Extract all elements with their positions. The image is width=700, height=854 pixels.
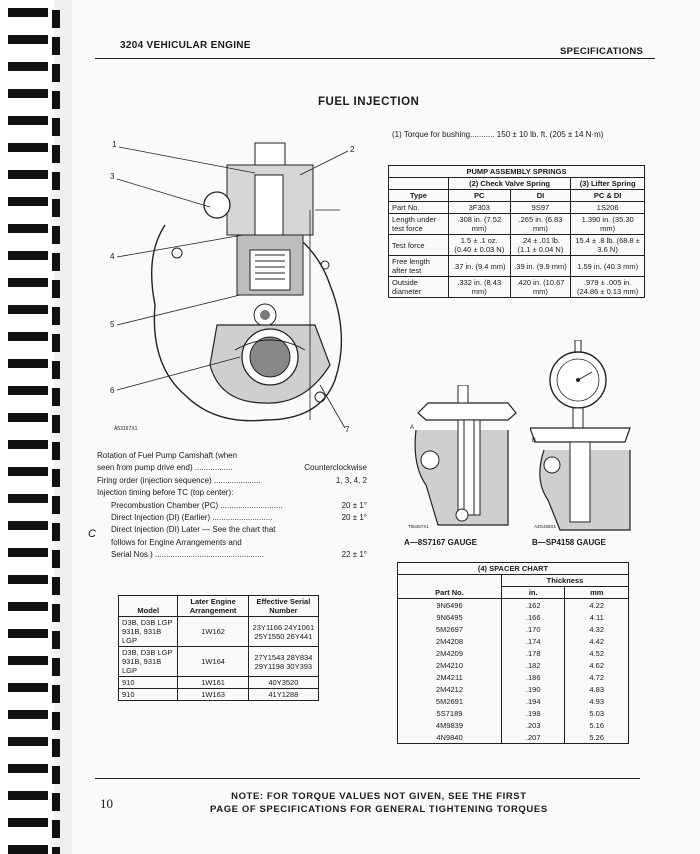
col-thickness: Thickness — [501, 575, 628, 587]
cell-mm: 4.83 — [565, 683, 629, 695]
spec-lines — [97, 450, 367, 562]
cell-model: D3B, D3B LGP 931B, 931B LGP — [119, 647, 178, 677]
table-row — [398, 683, 629, 695]
col-mm: mm — [565, 587, 629, 599]
table-row — [398, 695, 629, 707]
gauge-b-code: A4G458X1 — [534, 524, 557, 529]
cell-part-no: 4M9839 — [435, 720, 464, 730]
binding-coil — [8, 494, 48, 503]
cell-in: .166 — [501, 611, 565, 623]
callout-2: 2 — [350, 145, 355, 154]
binding-hole — [52, 658, 60, 676]
binding-coil — [8, 521, 48, 530]
cell-in: .162 — [501, 599, 565, 612]
callout-7: 7 — [345, 425, 350, 434]
binding-hole — [52, 469, 60, 487]
binding-coil — [8, 413, 48, 422]
binding-hole — [52, 361, 60, 379]
col-in: in. — [501, 587, 565, 599]
spacer-chart-table — [397, 562, 629, 744]
binding-coil — [8, 629, 48, 638]
cell-model: 910 — [119, 689, 178, 701]
cell-mm: 4.93 — [565, 695, 629, 707]
row-label: Outside diameter — [389, 277, 449, 298]
cell-pcdi: .979 ± .005 in. (24.86 ± 0.13 mm) — [571, 277, 645, 298]
binding-hole — [52, 820, 60, 838]
binding-hole — [52, 847, 60, 854]
cell-in: .186 — [501, 671, 565, 683]
cell-mm: 4.22 — [565, 599, 629, 612]
spec-line: Direct Injection (DI) Later — See the chart that — [111, 525, 276, 535]
spec-line: seen from pump drive end) ................. Counterclockwise — [97, 463, 367, 473]
callout-1: 1 — [112, 140, 117, 149]
cell-serial: 41Y1288 — [248, 689, 318, 701]
col-arrangement: Later Engine Arrangement — [178, 596, 248, 617]
cell-arrangement: 1W161 — [178, 677, 248, 689]
binding-hole — [52, 91, 60, 109]
binding-hole — [52, 199, 60, 217]
binding-coil — [8, 197, 48, 206]
cell-part-no: 9N6495 — [436, 612, 463, 622]
cell-model: 910 — [119, 677, 178, 689]
cell-part-no: 5S7189 — [436, 708, 463, 718]
binding-coil — [8, 170, 48, 179]
cell-part-no: 5M2691 — [435, 696, 464, 706]
table-row — [398, 611, 629, 623]
cell-pc: 3F303 — [448, 202, 510, 214]
fuel-pump-diagram — [105, 135, 370, 435]
binding-coil — [8, 62, 48, 71]
cell-pc: .332 in. (8.43 mm) — [448, 277, 510, 298]
binding-coil — [8, 548, 48, 557]
cell-in: .203 — [501, 719, 565, 731]
binding-coil — [8, 818, 48, 827]
binding-coil — [8, 656, 48, 665]
binding-hole — [52, 226, 60, 244]
cell-in: .174 — [501, 635, 565, 647]
cell-part-no: 2M4210 — [435, 660, 464, 670]
cell-pc: 1.5 ± .1 oz. (0.40 ± 0.03 N) — [448, 235, 510, 256]
table-row — [398, 659, 629, 671]
cell-mm: 4.62 — [565, 659, 629, 671]
cell-in: .198 — [501, 707, 565, 719]
binding-hole — [52, 307, 60, 325]
cell-part-no: 2M4208 — [435, 636, 464, 646]
callout-5: 5 — [110, 320, 115, 329]
binding-hole — [52, 577, 60, 595]
check-valve-group: (2) Check Valve Spring — [448, 178, 570, 190]
binding-coil — [8, 116, 48, 125]
binding-coil — [8, 710, 48, 719]
page-title: FUEL INJECTION — [318, 96, 420, 108]
col-di: DI — [510, 190, 571, 202]
table-row — [389, 277, 645, 298]
cell-in: .207 — [501, 731, 565, 744]
spec-line: Direct Injection (DI) (Earlier) ........................... 20 ± 1° — [111, 513, 367, 523]
table-row — [389, 256, 645, 277]
binding-coil — [8, 575, 48, 584]
cell-serial: 27Y1543 28Y834 29Y1198 30Y393 — [248, 647, 318, 677]
callout-4: 4 — [110, 252, 115, 261]
binding-coil — [8, 440, 48, 449]
cell-arrangement: 1W163 — [178, 689, 248, 701]
header-section-title: SPECIFICATIONS — [560, 46, 644, 57]
lifter-group: (3) Lifter Spring — [571, 178, 645, 190]
binding-hole — [52, 550, 60, 568]
binding-hole — [52, 442, 60, 460]
table-row — [119, 677, 319, 689]
row-label: Test force — [389, 235, 449, 256]
spec-line: Serial Nos.) ................................................. 22 ± 1° — [111, 550, 367, 560]
row-label: Free length after test — [389, 256, 449, 277]
binding-hole — [52, 253, 60, 271]
binding-coil — [8, 791, 48, 800]
table-row — [398, 707, 629, 719]
binding-coil — [8, 386, 48, 395]
binding-hole — [52, 739, 60, 757]
cell-mm: 4.72 — [565, 671, 629, 683]
binding-hole — [52, 496, 60, 514]
bushing-torque-note: (1) Torque for bushing........... 150 ± 10 lb. ft. (205 ± 14 N·m) — [392, 130, 604, 139]
table-row — [398, 635, 629, 647]
binding-hole — [52, 685, 60, 703]
spec-line: Firing order (injection sequence) ..................... 1, 3, 4, 2 — [97, 475, 367, 485]
cell-serial: 23Y1166 24Y1061 25Y1550 26Y441 — [248, 617, 318, 647]
header-engine-title: 3204 VEHICULAR ENGINE — [120, 40, 251, 51]
table-row — [389, 235, 645, 256]
binding-hole — [52, 334, 60, 352]
cell-pc: .37 in. (9.4 mm) — [448, 256, 510, 277]
cell-mm: 4.11 — [565, 611, 629, 623]
binding-hole — [52, 37, 60, 55]
binding-hole — [52, 712, 60, 730]
binding-coil — [8, 35, 48, 44]
binding-hole — [52, 388, 60, 406]
table-row — [398, 731, 629, 744]
page-number: 10 — [100, 796, 113, 811]
table-row — [398, 623, 629, 635]
cell-pcdi: 1.390 in. (35.30 mm) — [571, 214, 645, 235]
binding-coil — [8, 359, 48, 368]
gauge-a-caption: A—8S7167 GAUGE — [404, 538, 477, 547]
binding-coil — [8, 305, 48, 314]
row-label: Length under test force — [389, 214, 449, 235]
cell-pcdi: 1S206 — [571, 202, 645, 214]
binding-coil — [8, 224, 48, 233]
cell-in: .190 — [501, 683, 565, 695]
binding-hole — [52, 793, 60, 811]
col-model: Model — [119, 596, 178, 617]
engine-arrangement-table — [118, 595, 319, 701]
spiral-binding — [0, 0, 72, 854]
col-part-no: Part No. — [398, 575, 502, 599]
table-row — [398, 599, 629, 612]
cell-serial: 40Y3520 — [248, 677, 318, 689]
cell-part-no: 2M4211 — [436, 672, 463, 682]
cell-part-no: 2M4212 — [435, 684, 464, 694]
cell-di: .420 in. (10.67 mm) — [510, 277, 571, 298]
binding-coil — [8, 278, 48, 287]
cell-mm: 4.32 — [565, 623, 629, 635]
binding-coil — [8, 737, 48, 746]
table-row — [119, 647, 319, 677]
spec-line: follows for Engine Arrangements and — [111, 537, 242, 547]
footer-note-line-1: NOTE: FOR TORQUE VALUES NOT GIVEN, SEE THE FIRST — [231, 791, 527, 802]
cell-in: .182 — [501, 659, 565, 671]
spec-line: Rotation of Fuel Pump Camshaft (when — [97, 451, 238, 460]
col-type: Type — [389, 190, 449, 202]
binding-hole — [52, 280, 60, 298]
cell-di: 9S97 — [510, 202, 571, 214]
cell-part-no: 4N9840 — [436, 732, 463, 742]
revision-mark: C — [88, 528, 96, 540]
pump-springs-table — [388, 165, 645, 298]
binding-hole — [52, 631, 60, 649]
cell-mm: 4.42 — [565, 635, 629, 647]
binding-hole — [52, 766, 60, 784]
binding-coil — [8, 845, 48, 854]
binding-coil — [8, 602, 48, 611]
col-pc-di: PC & DI — [571, 190, 645, 202]
spacer-caption: (4) SPACER CHART — [398, 563, 629, 575]
cell-pcdi: 1.59 in. (40.3 mm) — [571, 256, 645, 277]
cell-mm: 4.52 — [565, 647, 629, 659]
binding-hole — [52, 145, 60, 163]
cell-part-no: 2M4209 — [435, 648, 464, 658]
binding-coil — [8, 764, 48, 773]
binding-hole — [52, 10, 60, 28]
cell-di: .24 ± .01 lb. (1.1 ± 0.04 N) — [510, 235, 571, 256]
table-row — [398, 719, 629, 731]
cell-arrangement: 1W162 — [178, 617, 248, 647]
binding-hole — [52, 118, 60, 136]
gauge-a-label: A — [410, 425, 415, 431]
binding-coil — [8, 89, 48, 98]
row-label: Part No. — [389, 202, 449, 214]
table-row — [119, 617, 319, 647]
spec-line: Injection timing before TC (top center): — [97, 488, 234, 498]
gauge-a-illustration — [408, 385, 520, 533]
gauge-b-illustration — [530, 340, 642, 533]
cell-model: D3B, D3B LGP 931B, 931B LGP — [119, 617, 178, 647]
cell-mm: 5.26 — [565, 731, 629, 744]
callout-3: 3 — [110, 172, 115, 181]
footer-note-line-2: PAGE OF SPECIFICATIONS FOR GENERAL TIGHTENING TORQUES — [210, 804, 548, 815]
springs-caption: PUMP ASSEMBLY SPRINGS — [389, 166, 645, 178]
cell-part-no: 9N6496 — [436, 600, 463, 610]
callout-6: 6 — [110, 386, 115, 395]
cell-in: .170 — [501, 623, 565, 635]
binding-coil — [8, 467, 48, 476]
cell-arrangement: 1W164 — [178, 647, 248, 677]
gauge-a-code: T56457X1 — [408, 524, 429, 529]
col-serial: Effective Serial Number — [248, 596, 318, 617]
header-rule — [95, 58, 655, 59]
gauge-b-caption: B—SP4158 GAUGE — [532, 538, 606, 547]
cell-mm: 5.16 — [565, 719, 629, 731]
table-row — [398, 647, 629, 659]
footer-note — [210, 790, 548, 816]
table-row — [398, 671, 629, 683]
cell-mm: 5.03 — [565, 707, 629, 719]
spec-line: Precombustion Chamber (PC) ............................ 20 ± 1° — [111, 500, 367, 510]
diagram-code: A53167X1 — [114, 426, 138, 432]
cell-in: .178 — [501, 647, 565, 659]
binding-hole — [52, 64, 60, 82]
binding-coil — [8, 8, 48, 17]
table-row — [119, 689, 319, 701]
binding-coil — [8, 332, 48, 341]
binding-hole — [52, 415, 60, 433]
cell-di: .39 in. (9.9 mm) — [510, 256, 571, 277]
table-row — [389, 202, 645, 214]
cell-in: .194 — [501, 695, 565, 707]
binding-hole — [52, 172, 60, 190]
gauge-b-label: B — [532, 438, 537, 444]
cell-part-no: 5M2697 — [435, 624, 464, 634]
footer-rule — [95, 778, 640, 779]
binding-hole — [52, 523, 60, 541]
binding-hole — [52, 604, 60, 622]
cell-pcdi: 15.4 ± .8 lb. (68.8 ± 3.6 N) — [571, 235, 645, 256]
binding-coil — [8, 143, 48, 152]
cell-pc: .308 in. (7.52 mm) — [448, 214, 510, 235]
binding-coil — [8, 251, 48, 260]
cell-di: .265 in. (6.83 mm) — [510, 214, 571, 235]
binding-coil — [8, 683, 48, 692]
table-row — [389, 214, 645, 235]
col-pc: PC — [448, 190, 510, 202]
